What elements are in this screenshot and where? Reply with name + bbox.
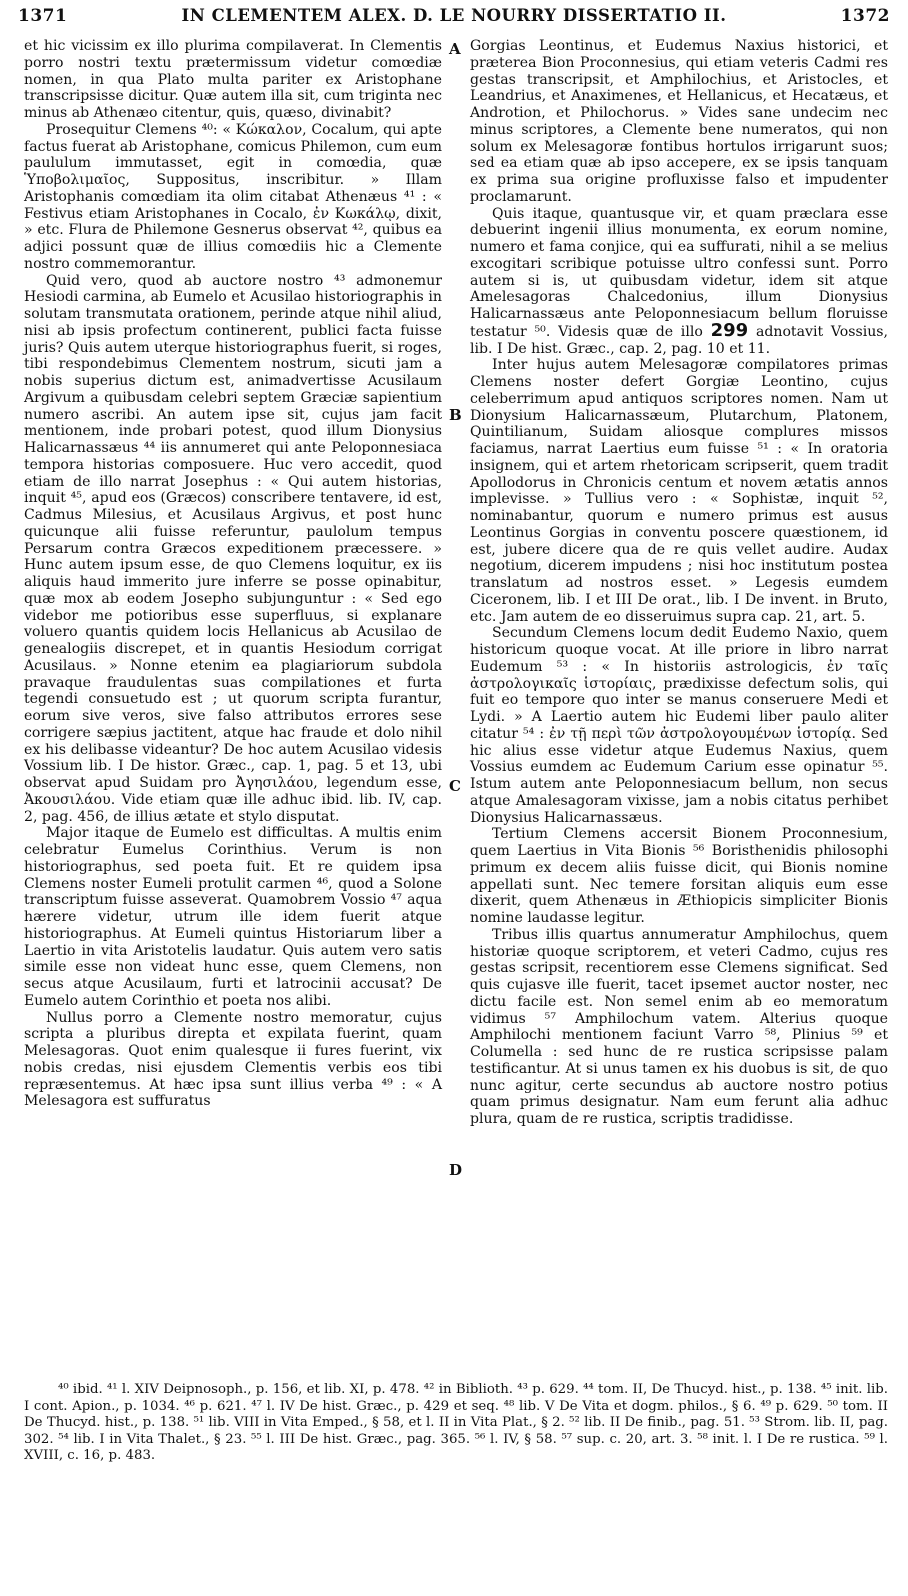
margin-marker-a: A (449, 40, 461, 58)
right-column (470, 38, 888, 1128)
paragraph: Nullus porro a Clemente nostro memoratur, cujus scripta a pluribus direpta et expilata fuerint, quam Melesagoras. Quot enim qualesque ii fures fuerint, vix nobis credas, nisi ejusdem Clementis verbis eos tibi repræsentemus. At hæc ipsa sunt illius verba ⁴⁹ : « A Melesagora est suffuratus (24, 1009, 442, 1110)
paragraph: Prosequitur Clemens ⁴⁰: « Κώκαλον, Cocalum, qui apte factus fuerat ab Aristophane, comicus Philemon, cum eum paululum immutasset, egit in comœdia, quæ Ὑποβολιμαῖος, Suppositus, inscribitur. » Illam Aristophanis comœdiam ita olim citabat Athenæus ⁴¹ : « Festivus etiam Aristophanes in Cocalo, ἐν Κωκάλῳ, dixit, » etc. Flura de Philemone Gesnerus observat ⁴², quibus ea adjici possunt quæ de illius comœdiis hic a Clemente nostro commemorantur. (24, 121, 442, 272)
page-number-left: 1371 (18, 6, 68, 26)
left-column (24, 38, 442, 1110)
paragraph-text: adnotavit Vossius, lib. I De hist. Græc., cap. 2, pag. 10 et 11. (470, 323, 889, 357)
running-header (18, 6, 890, 32)
paragraph: Tribus illis quartus annumeratur Amphilochus, quem historiæ quoque scriptorem, et veteri Cadmo, cujus res gestas scripsit, recentiorem esse Clemens significat. Sed quis cujasve ille fuerit, tacet ipsemet auctor noster, nec dictu facile est. Non semel enim ab eo memoratum vidimus ⁵⁷ Amphilochum vatem. Alterius quoque Amphilochi mentionem faciunt Varro ⁵⁸, Plinius ⁵⁹ et Columella : sed hunc de re rustica scripsisse palam testificantur. At si unus tamen ex his duobus is sit, de quo nunc agitur, certe secundus ab auctore nostro potius quam primus designatur. Nam eum ferunt alia adhuc plura, quam de re rustica, scriptis tradidisse. (470, 926, 888, 1127)
paragraph: Gorgias Leontinus, et Eudemus Naxius historici, et præterea Bion Proconnesius, qui etiam veteris Cadmi res gestas transcripsit, et Amphilochius, et Aristocles, et Leandrius, et Anaximenes, et Hellanicus, et Hecatæus, et Androtion, et Philochorus. » Vides sane undecim nec minus scriptores, a Clemente bene numeratos, qui non solum ex Melesagoræ fontibus hortulos irrigarunt suos; sed ea etiam quæ ab ipso accepere, ex se ipsis tanquam ex prima sua origine profluxisse falso et impudenter proclamarunt. (470, 38, 888, 205)
footnotes (24, 1382, 888, 1465)
paragraph: Major itaque de Eumelo est difficultas. A multis enim celebratur Eumelus Corinthius. Verum is non historiographus, sed poeta fuit. Et re quidem ipsa Clemens noster Eumeli protulit carmen ⁴⁶, quod a Solone transcriptum fuisse asseverat. Quamobrem Vossio ⁴⁷ aqua hærere videtur, utrum ille idem fuerit atque historiographus. At Eumeli quintus Historiarum liber a Laertio in vita Aristotelis laudatur. Quis autem vero satis simile esse non videat hunc esse, quem Clemens, non secus atque Acusilaum, furti et latrocinii accusat? De Eumelo autem Corinthio et poeta nos alibi. (24, 825, 442, 1009)
margin-marker-c: C (449, 777, 461, 795)
page-number-right: 1372 (840, 6, 890, 26)
paragraph: et hic vicissim ex illo plurima compilaverat. In Clementis porro nostri textu prætermissum videtur comœdiæ nomen, in qua Plato multa pariter ex Aristophane transcripsisse dicitur. Quæ autem illa sit, cum triginta nec minus ab Athenæo citentur, quis, quæso, divinabit? (24, 38, 442, 121)
running-title: IN CLEMENTEM ALEX. D. LE NOURRY DISSERTATIO II. (181, 6, 727, 25)
margin-marker-b: B (449, 406, 462, 424)
paragraph: Inter hujus autem Melesagoræ compilatores primas Clemens noster defert Gorgiæ Leontino, cujus celeberrimum apud antiquos scriptores nomen. Nam ut Dionysium Halicarnassæum, Plutarchum, Platonem, Quintilianum, Suidam aliosque complures missos faciamus, narrat Laertius eum fuisse ⁵¹ : « In oratoria insignem, qui et artem rhetoricam scripserit, quem tradit Apollodorus in Chronicis centum et novem ætatis annos implevisse. » Tullius vero : « Sophistæ, inquit ⁵², nominabantur, quorum e numero primus est ausus Leontinus Gorgias in conventu poscere quæstionem, id est, jubere dicere qua de re quis vellet audire. Audax negotium, dicerem impudens ; nisi hoc institutum postea translatum ad nostros esset. » Legesis eumdem Ciceronem, lib. I et III De orat., lib. I De invent. in Bruto, etc. Jam autem de eo disseruimus supra cap. 21, art. 5. (470, 357, 888, 625)
paragraph: Quid vero, quod ab auctore nostro ⁴³ admonemur Hesiodi carmina, ab Eumelo et Acusilao historiographis in solutam transmutata orationem, perinde atque nihil aliud, nisi ab ipsis profectum continerent, publici facta fuisse juris? Quis autem uterque historiographus fuerit, si roges, tibi respondebimus Clementem nostrum, sicuti jam a nobis superius dictum est, animadvertisse Acusilaum Argivum a quibusdam celebri septem Græciæ sapientium numero ascribi. An autem ipse sit, cujus jam facit mentionem, inde probari potest, quod illum Dionysius Halicarnassæus ⁴⁴ iis annumeret qui ante Peloponnesiaca tempora historias composuere. Huc vero accedit, quod etiam de illo narrat Josephus : « Qui autem historias, inquit ⁴⁵, apud eos (Græcos) conscribere tentavere, id est, Cadmus Milesius, et Acusilaus Argivus, et post hunc quicunque alii fuisse referuntur, paulolum tempus Persarum contra Græcos expeditionem præcessere. » Hunc autem ipsum esse, de quo Clemens loquitur, ex iis aliquis haud immerito jure inferre se posse opinabitur, quæ mox ab eodem Josepho subjunguntur : « Sed ego videbor me potioribus esse superfluus, si explanare voluero quantis quidem locis Hellanicus ab Acusilao de genealogiis discrepet, et in quantis Hesiodum corrigat Acusilaus. » Nonne etenim ea plagiariorum subdola pravaque fraudulentas suas compilationes et furta tegendi consuetudo est ; ut quorum scripta furantur, eorum sive veros, sive falso attributos errores sese corrigere sæpius jactitent, atque hac fraude et dolo nihil ex his delibasse videantur? De hoc autem Acusilao videsis Vossium lib. I De histor. Græc., cap. 1, pag. 5 et 13, ubi observat apud Suidam pro Ἀγησιλάου, legendum esse, Ἀκουσιλάου. Vide etiam quæ ille adhuc ibid. lib. IV, cap. 2, pag. 456, de illius ætate et stylo disputat. (24, 272, 442, 825)
paragraph (470, 206, 888, 358)
paragraph-text: Quis itaque, quantusque vir, et quam præclara esse debuerint ingenii illius monumenta, ex eorum nomine, numero et fama conjice, qui ea suffurati, nihil a se melius excogitari scribique potuisse ultro confessi sunt. Porro autem si is, ut quibusdam videtur, idem sit atque Amelesagoras Chalcedonius, illum Dionysius Halicarnassæus ante Peloponnesiacum bellum floruisse testatur ⁵⁰. Videsis quæ de illo (470, 205, 888, 340)
inline-page-number: 299 (710, 319, 749, 341)
margin-marker-d: D (449, 1161, 463, 1179)
paragraph: Secundum Clemens locum dedit Eudemo Naxio, quem historicum quoque vocat. At ille priore in libro narrat Eudemum ⁵³ : « In historiis astrologicis, ἐν ταῖς ἀστρολογικαῖς ἱστορίαις, prædixisse defectum solis, qui fuit eo tempore quo inter se manus conseruere Medi et Lydi. » A Laertio autem hic Eudemi liber paulo aliter citatur ⁵⁴ : ἐν τῇ περὶ τῶν ἀστρολογουμένων ἱστορίᾳ. Sed hic alius esse videtur atque Eudemus Naxius, quem Vossius eumdem ac Eudemum Carium esse opinatur ⁵⁵. Istum autem ante Peloponnesiacum bellum, non secus atque Amalesagoram vixisse, jam a nobis citatus perhibet Dionysius Halicarnassæus. (470, 625, 888, 826)
footnotes-text: ⁴⁰ ibid. ⁴¹ l. XIV Deipnosoph., p. 156, et lib. XI, p. 478. ⁴² in Biblioth. ⁴³ p. 629. ⁴⁴ tom. II, De Thucyd. hist., p. 138. ⁴⁵ init. lib. I cont. Apion., p. 1034. ⁴⁶ p. 621. ⁴⁷ l. IV De hist. Græc., p. 429 et seq. ⁴⁸ lib. V De Vita et dogm. philos., § 6. ⁴⁹ p. 629. ⁵⁰ tom. II De Thucyd. hist., p. 138. ⁵¹ lib. VIII in Vita Emped., § 58, et l. II in Vita Plat., § 2. ⁵² lib. II De finib., pag. 51. ⁵³ Strom. lib. II, pag. 302. ⁵⁴ lib. I in Vita Thalet., § 23. ⁵⁵ l. III De hist. Græc., pag. 365. ⁵⁶ l. IV, § 58. ⁵⁷ sup. c. 20, art. 3. ⁵⁸ init. l. I De re rustica. ⁵⁹ l. XVIII, c. 16, p. 483. (24, 1382, 888, 1464)
paragraph: Tertium Clemens accersit Bionem Proconnesium, quem Laertius in Vita Bionis ⁵⁶ Boristhenidis philosophi primum ex decem aliis fuisse dicit, qui Bionis nomine appellati sunt. Nec temere forsitan aliquis eum esse dixerit, quem Athenæus in Æthiopicis simpliciter Bionis nomine laudasse legitur. (470, 826, 888, 926)
